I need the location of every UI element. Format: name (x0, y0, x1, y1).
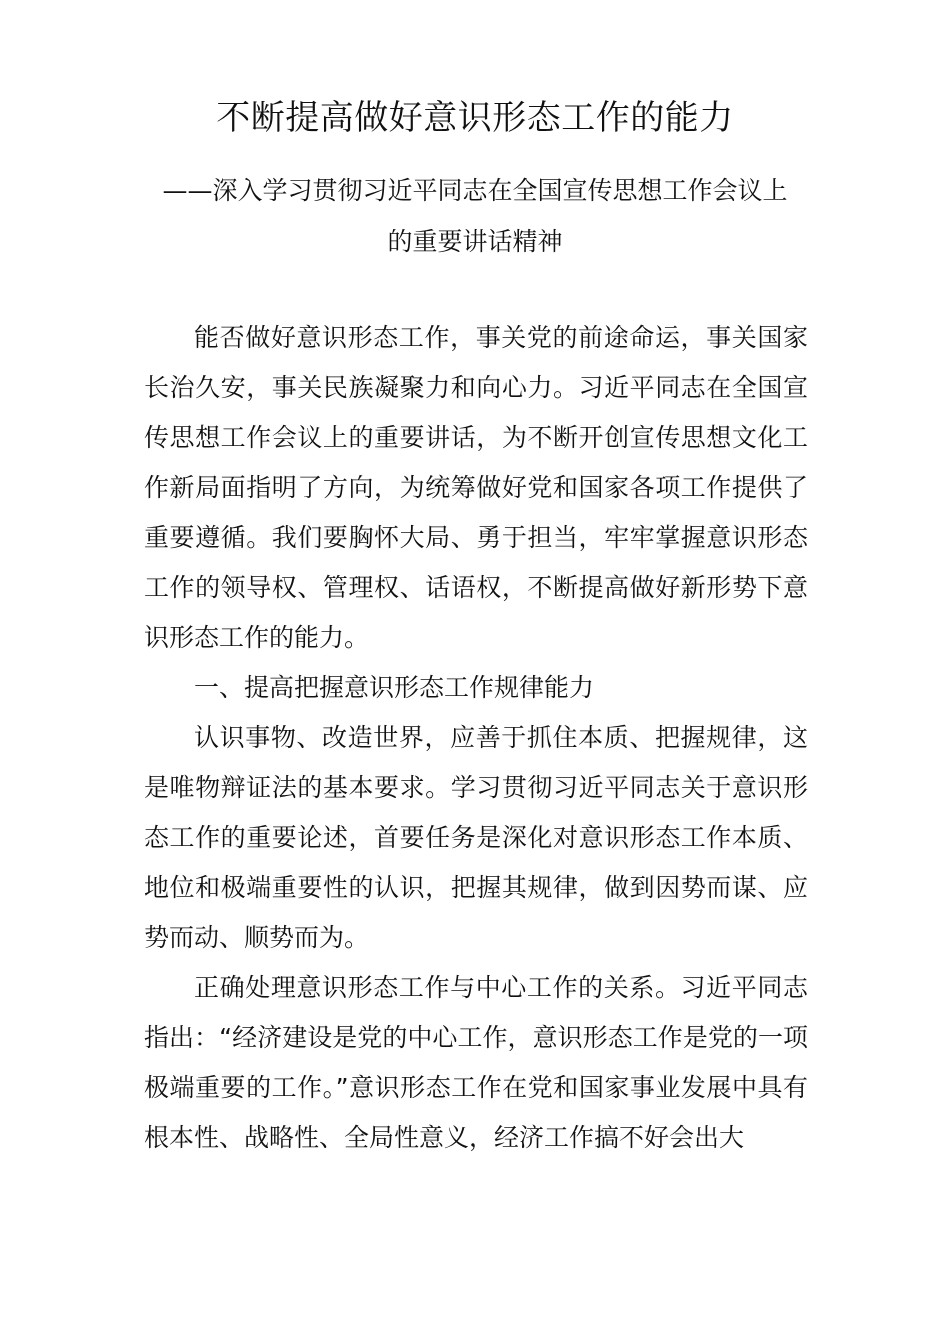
subtitle-line-2: 的重要讲话精神 (387, 227, 563, 256)
document-subtitle (120, 165, 830, 267)
subtitle-line-1: ——深入学习贯彻习近平同志在全国宣传思想工作会议上 (162, 176, 788, 205)
document-title: 不断提高做好意识形态工作的能力 (216, 98, 734, 138)
paragraph-section-1-b: 正确处理意识形态工作与中心工作的关系。习近平同志指出：“经济建设是党的中心工作，意识形态工作是党的一项极端重要的工作。”意识形态工作在党和国家事业发展中具有根本性、战略性、全局性意义，经济工作搞不好会出大 (144, 973, 808, 1152)
section-heading-1: 一、提高把握意识形态工作规律能力 (194, 673, 595, 702)
paragraph-intro: 能否做好意识形态工作，事关党的前途命运，事关国家长治久安，事关民族凝聚力和向心力。习近平同志在全国宣传思想工作会议上的重要讲话，为不断开创宣传思想文化工作新局面指明了方向，为统筹做好党和国家各项工作提供了重要遵循。我们要胸怀大局、勇于担当，牢牢掌握意识形态工作的领导权、管理权、话语权，不断提高做好新形势下意识形态工作的能力。 (144, 323, 808, 652)
document-body (144, 313, 808, 1163)
paragraph-section-1-a: 认识事物、改造世界，应善于抓住本质、把握规律，这是唯物辩证法的基本要求。学习贯彻习近平同志关于意识形态工作的重要论述，首要任务是深化对意识形态工作本质、地位和极端重要性的认识，把握其规律，做到因势而谋、应势而动、顺势而为。 (144, 723, 808, 952)
